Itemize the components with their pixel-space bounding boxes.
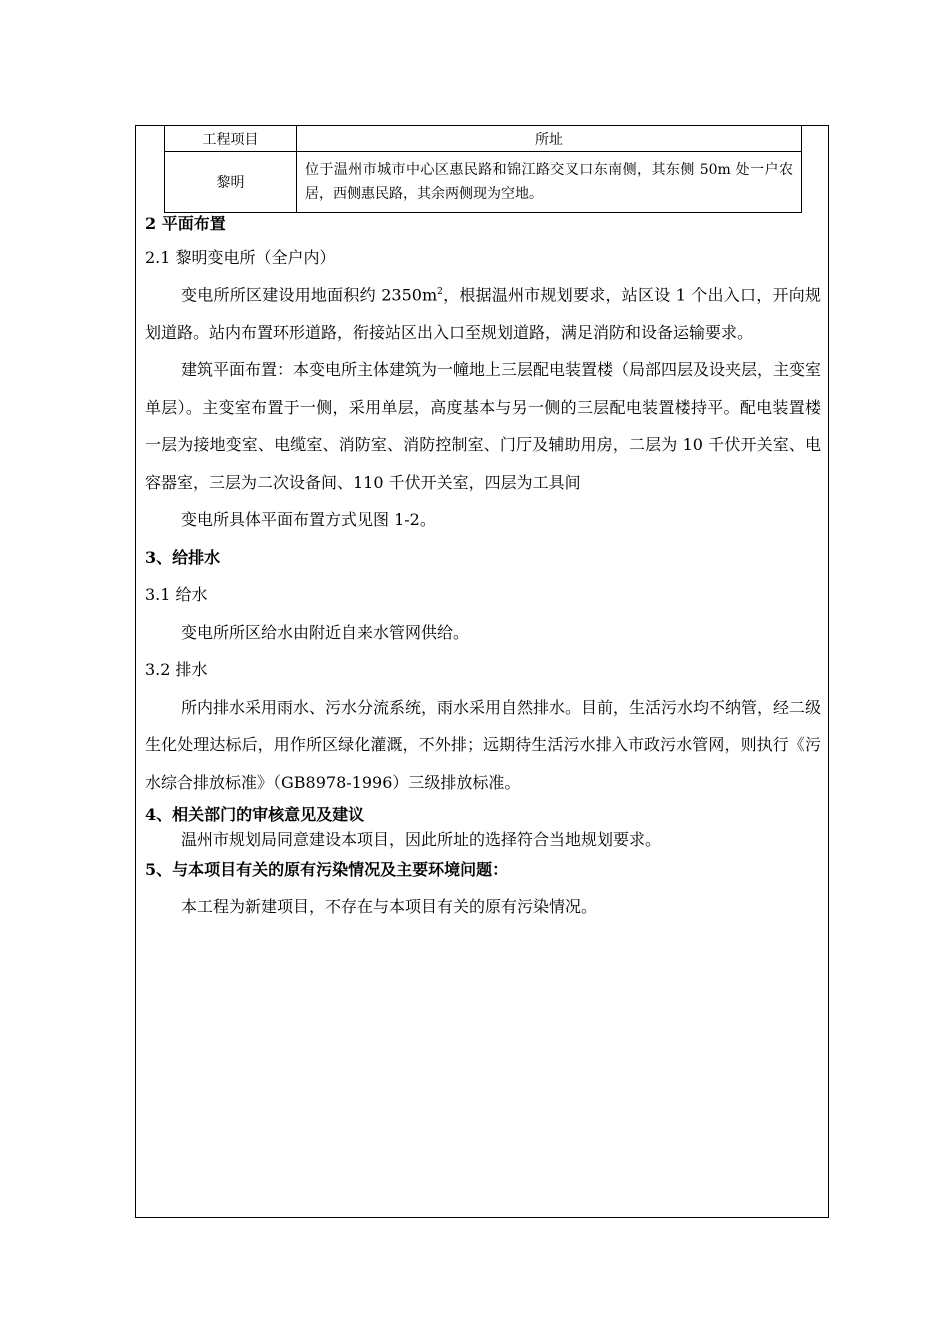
document-body [145, 212, 821, 925]
area-text: 变电所所区建设用地面积约 2350m [181, 285, 438, 305]
project-name: 黎明 [165, 152, 297, 213]
table-header-row [165, 126, 802, 152]
project-site-table [164, 125, 802, 213]
section-3-1-title: 3.1 给水 [145, 585, 208, 605]
section-4-paragraph: 温州市规划局同意建设本项目，因此所址的选择符合当地规划要求。 [181, 830, 662, 850]
section-4-title: 4、相关部门的审核意见及建议 [145, 805, 365, 825]
section-2-1-paragraph-2: 建筑平面布置：本变电所主体建筑为一幢地上三层配电装置楼（局部四层及设夹层，主变室单层）。主变室布置于一侧，采用单层，高度基本与另一侧的三层配电装置楼持平。配电装置楼一层为接地变室、电缆室、消防室、消防控制室、门厅及辅助用房，二层为 10 千伏开关室、电容器室，三层为二次设备间、110 千伏开关室，四层为工具间 [145, 360, 822, 492]
section-5-paragraph: 本工程为新建项目，不存在与本项目有关的原有污染情况。 [181, 897, 598, 917]
section-2-1-paragraph-1 [145, 274, 821, 351]
project-address: 位于温州市城市中心区惠民路和锦江路交叉口东南侧，其东侧 50m 处一户农居，西侧惠民路，其余两侧现为空地。 [297, 152, 802, 213]
section-3-2-paragraph: 所内排水采用雨水、污水分流系统，雨水采用自然排水。目前，生活污水均不纳管，经二级生化处理达标后，用作所区绿化灌溉，不外排；远期待生活污水排入市政污水管网，则执行《污水综合排放标准》（GB8978-1996）三级排放标准。 [145, 697, 822, 792]
header-project: 工程项目 [165, 126, 297, 152]
table-row [165, 152, 802, 213]
area-superscript: 2 [437, 287, 443, 297]
section-3-title: 3、给排水 [145, 547, 221, 567]
section-2-1-title: 2.1 黎明变电所（全户内） [145, 248, 336, 267]
section-3-2-title: 3.2 排水 [145, 660, 208, 680]
section-5-title: 5、与本项目有关的原有污染情况及主要环境问题： [145, 860, 509, 880]
header-site: 所址 [297, 126, 802, 152]
section-2-1-paragraph-3: 变电所具体平面布置方式见图 1-2。 [181, 510, 436, 530]
section-2-title: 2 平面布置 [145, 214, 226, 233]
area-text-rest: ，根据温州市规划要求，站区设 1 个出入口，开向规划道路。站内布置环形道路，衔接站区出入口至规划道路，满足消防和设备运输要求。 [145, 285, 821, 342]
section-3-1-paragraph: 变电所所区给水由附近自来水管网供给。 [181, 622, 470, 642]
